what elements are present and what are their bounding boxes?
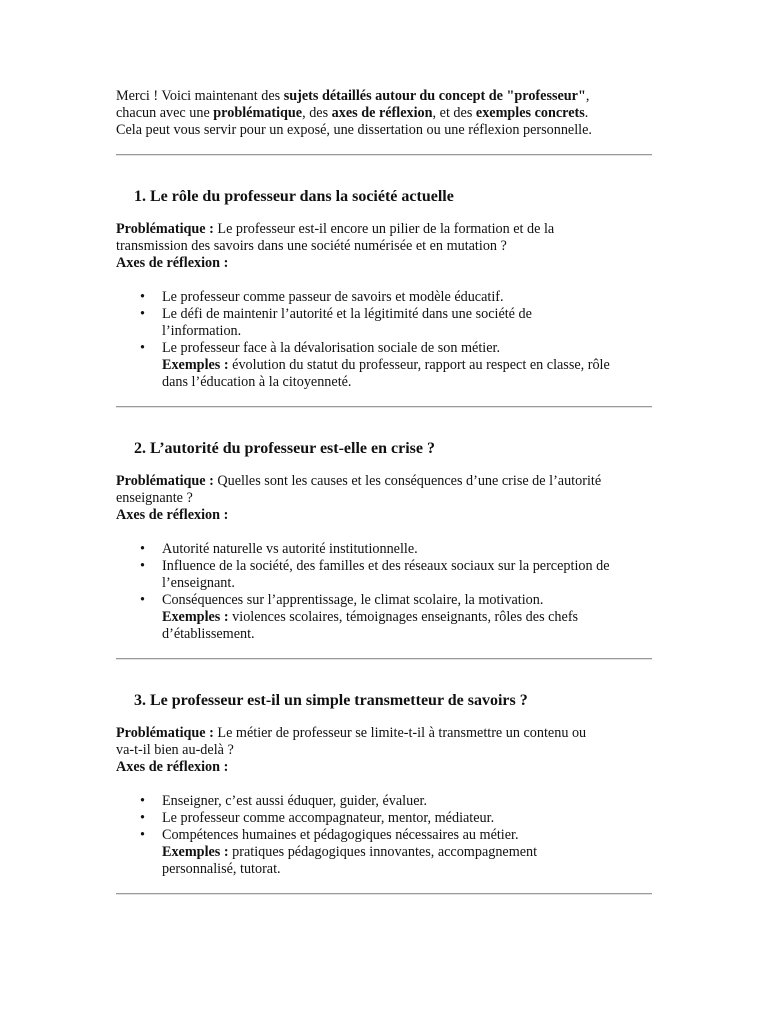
list-item-text: Le défi de maintenir l’autorité et la légitimité dans une société de — [162, 306, 532, 322]
list-item-text: Le professeur comme accompagnateur, mentor, médiateur. — [162, 810, 495, 826]
list-item — [140, 289, 652, 306]
axes-list — [116, 541, 652, 643]
exemples-text-cont: personnalisé, tutorat. — [162, 861, 281, 877]
intro-text: , et des — [432, 105, 476, 121]
list-item-text: Enseigner, c’est aussi éduquer, guider, évaluer. — [162, 793, 428, 809]
problematique-text: Le métier de professeur se limite-t-il à transmettre un contenu ou — [213, 725, 587, 741]
intro-bold-subjects: sujets détaillés autour du concept de "professeur" — [283, 88, 586, 104]
intro-text: . — [584, 105, 589, 121]
section-1 — [116, 187, 652, 408]
axes-label: Axes de réflexion : — [116, 255, 229, 271]
axes-label: Axes de réflexion : — [116, 507, 229, 523]
list-item-text: Le professeur face à la dévalorisation sociale de son métier. — [162, 340, 500, 356]
horizontal-divider — [116, 154, 652, 156]
problematique-line-1 — [116, 725, 652, 742]
list-item-text: Le professeur comme passeur de savoirs et modèle éducatif. — [162, 289, 504, 305]
exemples-text-cont: dans l’éducation à la citoyenneté. — [162, 374, 352, 390]
problematique-block — [116, 725, 652, 776]
intro-line-3: Cela peut vous servir pour un exposé, une dissertation ou une réflexion personnelle. — [116, 122, 592, 138]
intro-line-2 — [116, 105, 652, 122]
axes-label-line — [116, 255, 652, 272]
intro-text: Merci ! Voici maintenant des — [116, 88, 284, 104]
list-item-text: Compétences humaines et pédagogiques nécessaires au métier. — [162, 827, 519, 843]
problematique-line-2: va-t-il bien au-delà ? — [116, 742, 234, 758]
intro-text: chacun avec une — [116, 105, 214, 121]
section-2 — [116, 439, 652, 660]
exemples-label: Exemples : — [162, 844, 229, 860]
exemples-text-cont: d’établissement. — [162, 626, 255, 642]
intro-bold-axes: axes de réflexion — [331, 105, 433, 121]
problematique-line-2: transmission des savoirs dans une société numérisée et en mutation ? — [116, 238, 507, 254]
axes-list — [116, 289, 652, 391]
exemples-label: Exemples : — [162, 609, 229, 625]
bullet-icon: • — [140, 793, 145, 809]
exemples-text: évolution du statut du professeur, rapport au respect en classe, rôle — [228, 357, 610, 373]
bullet-icon: • — [140, 810, 145, 826]
list-item — [140, 541, 652, 558]
problematique-block — [116, 473, 652, 524]
axes-label-line — [116, 759, 652, 776]
problematique-line-1 — [116, 473, 652, 490]
problematique-block — [116, 221, 652, 272]
list-item — [140, 306, 652, 340]
intro-text: , — [585, 88, 590, 104]
list-item-text-cont: l’enseignant. — [162, 575, 235, 591]
list-item-text-cont: l’information. — [162, 323, 242, 339]
intro-bold-exemples: exemples concrets — [475, 105, 585, 121]
section-title: 3. Le professeur est-il un simple transmetteur de savoirs ? — [134, 692, 528, 709]
horizontal-divider — [116, 658, 652, 660]
bullet-icon: • — [140, 306, 145, 322]
section-3 — [116, 691, 652, 895]
list-item — [140, 592, 652, 643]
section-title: 1. Le rôle du professeur dans la société actuelle — [134, 188, 454, 205]
list-item — [140, 793, 652, 810]
axes-list — [116, 793, 652, 878]
bullet-icon: • — [140, 558, 145, 574]
problematique-text: Quelles sont les causes et les conséquences d’une crise de l’autorité — [213, 473, 602, 489]
intro-paragraph — [116, 88, 652, 139]
section-title: 2. L’autorité du professeur est-elle en crise ? — [134, 440, 435, 457]
problematique-label: Problématique : — [116, 473, 214, 489]
bullet-icon: • — [140, 289, 145, 305]
intro-text: , des — [302, 105, 332, 121]
axes-label: Axes de réflexion : — [116, 759, 229, 775]
problematique-label: Problématique : — [116, 221, 214, 237]
bullet-icon: • — [140, 592, 145, 608]
intro-line-1 — [116, 88, 652, 105]
document-page — [116, 88, 652, 895]
exemples-text: pratiques pédagogiques innovantes, accompagnement — [228, 844, 538, 860]
list-item — [140, 558, 652, 592]
bullet-icon: • — [140, 827, 145, 843]
list-item-text: Influence de la société, des familles et des réseaux sociaux sur la perception de — [162, 558, 610, 574]
horizontal-divider — [116, 893, 652, 895]
problematique-line-1 — [116, 221, 652, 238]
exemples-label: Exemples : — [162, 357, 229, 373]
bullet-icon: • — [140, 541, 145, 557]
list-item — [140, 340, 652, 391]
axes-label-line — [116, 507, 652, 524]
problematique-text: Le professeur est-il encore un pilier de la formation et de la — [213, 221, 555, 237]
bullet-icon: • — [140, 340, 145, 356]
list-item — [140, 810, 652, 827]
list-item-text: Conséquences sur l’apprentissage, le climat scolaire, la motivation. — [162, 592, 544, 608]
problematique-label: Problématique : — [116, 725, 214, 741]
exemples-text: violences scolaires, témoignages enseignants, rôles des chefs — [228, 609, 579, 625]
list-item — [140, 827, 652, 878]
horizontal-divider — [116, 406, 652, 408]
intro-bold-problematique: problématique — [213, 105, 303, 121]
list-item-text: Autorité naturelle vs autorité institutionnelle. — [162, 541, 418, 557]
problematique-line-2: enseignante ? — [116, 490, 193, 506]
